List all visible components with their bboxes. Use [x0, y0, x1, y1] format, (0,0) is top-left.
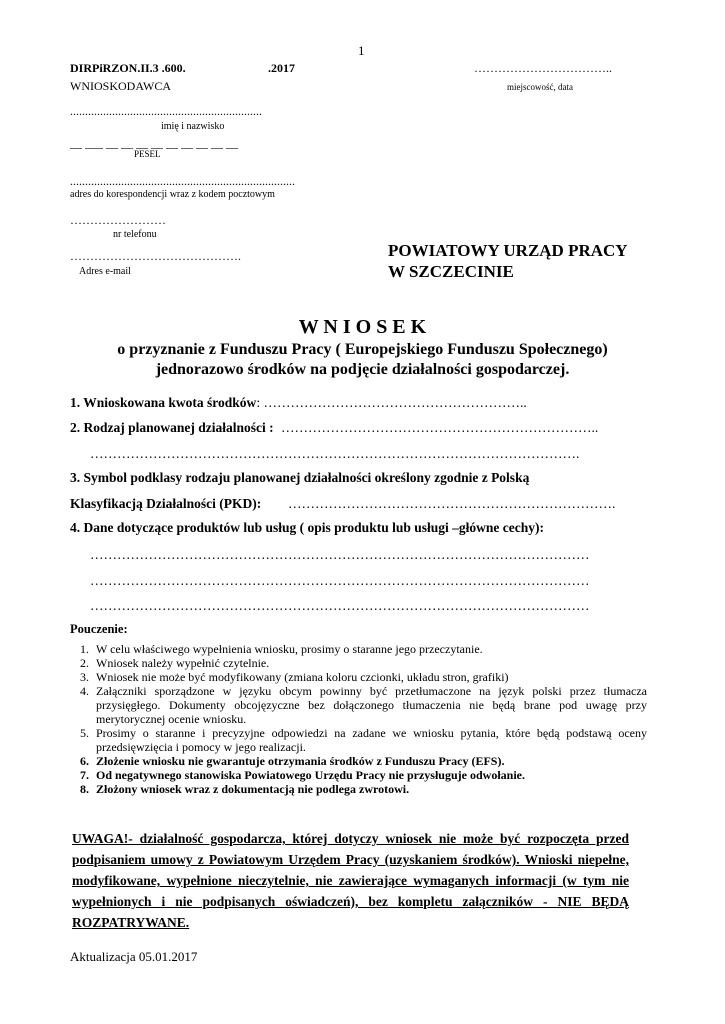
place-date-field[interactable]: ……………………………..: [474, 61, 612, 75]
email-label: Adres e-mail: [79, 266, 131, 277]
reference-year: .2017: [268, 61, 295, 75]
recipient-line-2: W SZCZECINIE: [388, 262, 514, 281]
phone-label: nr telefonu: [113, 229, 157, 240]
recipient-line-1: POWIATOWY URZĄD PRACY: [388, 241, 628, 260]
page-number: 1: [358, 43, 365, 58]
address-label: adres do korespondencji wraz z kodem pocztowym: [70, 189, 275, 200]
question-1-field[interactable]: : …………………………………………………..: [256, 395, 527, 410]
question-2-field[interactable]: ……………………………………………………………..: [281, 420, 599, 435]
document-subtitle-2: jednorazowo środków na podjęcie działalności gospodarczej.: [155, 361, 570, 378]
warning-notice: [72, 828, 629, 933]
instruction-item: 7. Od negatywnego stanowiska Powiatowego Urzędu Pracy nie przysługuje odwołanie.: [92, 768, 647, 782]
instruction-item: 1. W celu właściwego wypełnienia wniosku, prosimy o staranne jego przeczytanie.: [92, 642, 647, 656]
question-2-label: 2. Rodzaj planowanej działalności :: [70, 420, 274, 435]
question-4-field-line-2[interactable]: …………………………………………………………………………………………………: [90, 573, 590, 588]
instructions-list: [72, 642, 647, 796]
question-3-label-line-1: 3. Symbol podklasy rodzaju planowanej działalności określony zgodnie z Polską: [70, 470, 530, 485]
document-title: W N I O S E K: [298, 316, 427, 338]
instruction-item: 6. Złożenie wniosku nie gwarantuje otrzymania środków z Funduszu Pracy (EFS).: [92, 754, 647, 768]
question-4-field-line-1[interactable]: …………………………………………………………………………………………………: [90, 547, 590, 562]
applicant-label: WNIOSKODAWCA: [70, 79, 172, 93]
pesel-label: PESEL: [134, 149, 161, 159]
name-label: imię i nazwisko: [161, 121, 225, 132]
instruction-item: 4. Załączniki sporządzone w języku obcym powinny być przetłumaczone na język polski przez tłumacza przysięgłego. Dokumenty obcojęzyczne bez dołączonego tłumaczenia nie będą brane pod uwagę przy merytorycznej ocenie wniosku.: [92, 684, 647, 726]
phone-field[interactable]: ……………………: [70, 213, 166, 227]
question-2-field-line-2[interactable]: ……………………………………………………………………………………………….: [90, 446, 580, 461]
place-date-label: miejscowość, data: [507, 82, 573, 92]
instruction-item: 8. Złożony wniosek wraz z dokumentacją nie podlega zwrotowi.: [92, 782, 647, 796]
instruction-item: 3. Wniosek nie może być modyfikowany (zmiana koloru czcionki, układu stron, grafiki): [92, 670, 647, 684]
pesel-field[interactable]: __ ___ __ __ __ __ __ __ __ __ __: [70, 136, 238, 150]
document-subtitle-1: o przyznanie z Funduszu Pracy ( Europejskiego Funduszu Społecznego): [117, 341, 608, 358]
reference-number: DIRPiRZON.II.3 .600.: [70, 61, 186, 75]
question-3-label-line-2: Klasyfikacją Działalności (PKD):: [70, 496, 262, 511]
question-4-label: 4. Dane dotyczące produktów lub usług ( opis produktu lub usługi –główne cechy):: [70, 520, 544, 535]
question-1-label: 1. Wnioskowana kwota środków: [70, 395, 257, 410]
address-field[interactable]: ...........................................................................: [70, 174, 295, 188]
instruction-item: 5. Prosimy o staranne i precyzyjne odpowiedzi na zadane we wniosku pytania, które będą podstawą oceny przedsięwzięcia i pomocy w jego realizacji.: [92, 726, 647, 754]
question-4-field-line-3[interactable]: …………………………………………………………………………………………………: [90, 598, 590, 613]
instruction-item: 2. Wniosek należy wypełnić czytelnie.: [92, 656, 647, 670]
name-field[interactable]: ................................................................: [70, 104, 262, 118]
update-date: Aktualizacja 05.01.2017: [70, 949, 198, 964]
question-3-field[interactable]: ……………………………………………………………….: [288, 496, 616, 511]
instructions-heading: Pouczenie:: [70, 622, 128, 636]
email-field[interactable]: …………………………………….: [70, 249, 241, 263]
question-1: [70, 395, 527, 411]
question-2: [70, 420, 598, 436]
warning-text: UWAGA!- działalność gospodarcza, której dotyczy wniosek nie może być rozpoczęta przed podpisaniem umowy z Powiatowym Urzędem Pracy (uzyskaniem środków). Wnioski niepełne, modyfikowane, wypełnione nieczytelnie, nie zawierające wymaganych informacji (w tym nie wypełnionych i nie podpisanych oświadczeń), bez kompletu załączników - NIE BĘDĄ ROZPATRYWANE.: [72, 831, 629, 930]
